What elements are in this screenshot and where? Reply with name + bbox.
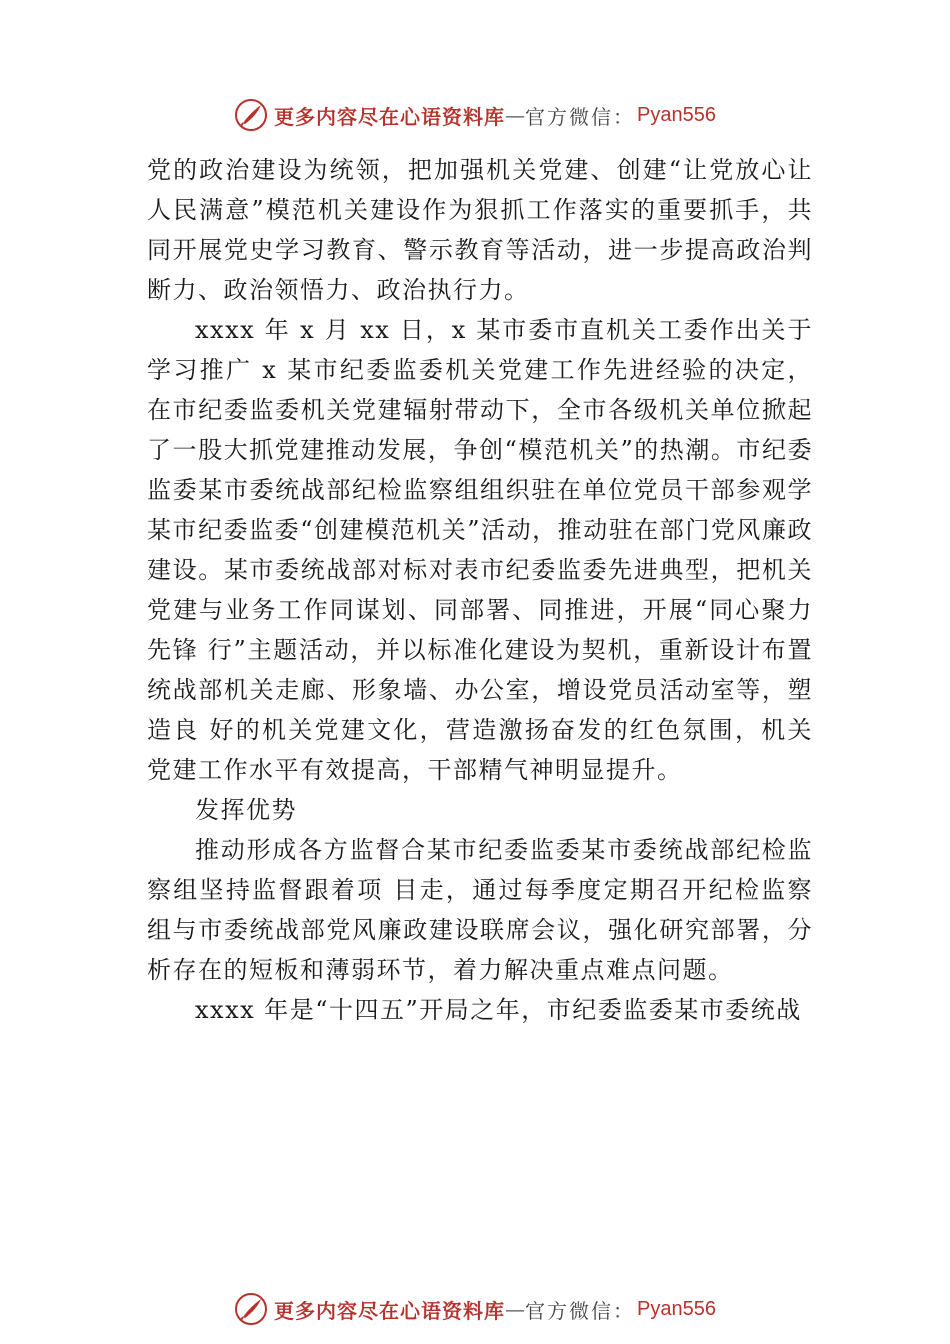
banner-brand-text: 更多内容尽在心语资料库 (274, 104, 506, 129)
section-heading: 发挥优势 (195, 796, 297, 824)
footer-banner (0, 1289, 950, 1329)
quill-pen-logo-icon (234, 98, 268, 132)
paragraph: xxxx 年 x 月 xx 日，x 某市委市直机关工委作出关于学习推广 x 某市纪委监委机关党建工作先进经验的决定，在市纪委监委机关党建辐射带动下，全市各级机关单位掀起了一股大抓党建推动发展，争创“模范机关”的热潮。市纪委监委某市委统战部纪检监察组组织驻在单位党员干部参观学某市纪委监委“创建模范机关”活动，推动驻在部门党风廉政建设。某市委统战部对标对表市纪委监委先进典型，把机关党建与业务工作同谋划、同部署、同推进，开展“同心聚力先锋 行”主题活动，并以标准化建设为契机，重新设计布置统战部机关走廊、形象墙、办公室，增设党员活动室等，塑造良 好的机关党建文化，营造激扬奋发的红色氛围，机关党建工作水平有效提高，干部精气神明显提升。 (147, 316, 813, 784)
banner-wechat-id: Pyan556 (637, 103, 716, 126)
banner-wechat-label: 官方微信： (525, 1298, 636, 1323)
banner-wechat-label: 官方微信： (525, 104, 636, 129)
banner-brand-text: 更多内容尽在心语资料库 (274, 1298, 506, 1323)
paragraph-continuation: 党的政治建设为统领，把加强机关党建、创建“让党放心让人民满意”模范机关建设作为狠抓工作落实的重要抓手，共同开展党史学习教育、警示教育等活动，进一步提高政治判断力、政治领悟力、政治执行力。 (147, 156, 813, 304)
paragraph: 推动形成各方监督合某市纪委监委某市委统战部纪检监察组坚持监督跟着项 目走，通过每季度定期召开纪检监察组与市委统战部党风廉政建设联席会议，强化研究部署，分析存在的短板和薄弱环节，着力解决重点难点问题。 (147, 836, 813, 984)
quill-pen-logo-icon (234, 1292, 268, 1326)
header-banner (0, 95, 950, 135)
banner-dash: — (505, 103, 526, 127)
paragraph: xxxx 年是“十四五”开局之年，市纪委监委某市委统战 (195, 996, 802, 1024)
banner-wechat-id: Pyan556 (637, 1297, 716, 1320)
banner-dash: — (505, 1297, 526, 1321)
document-body (147, 150, 813, 1030)
